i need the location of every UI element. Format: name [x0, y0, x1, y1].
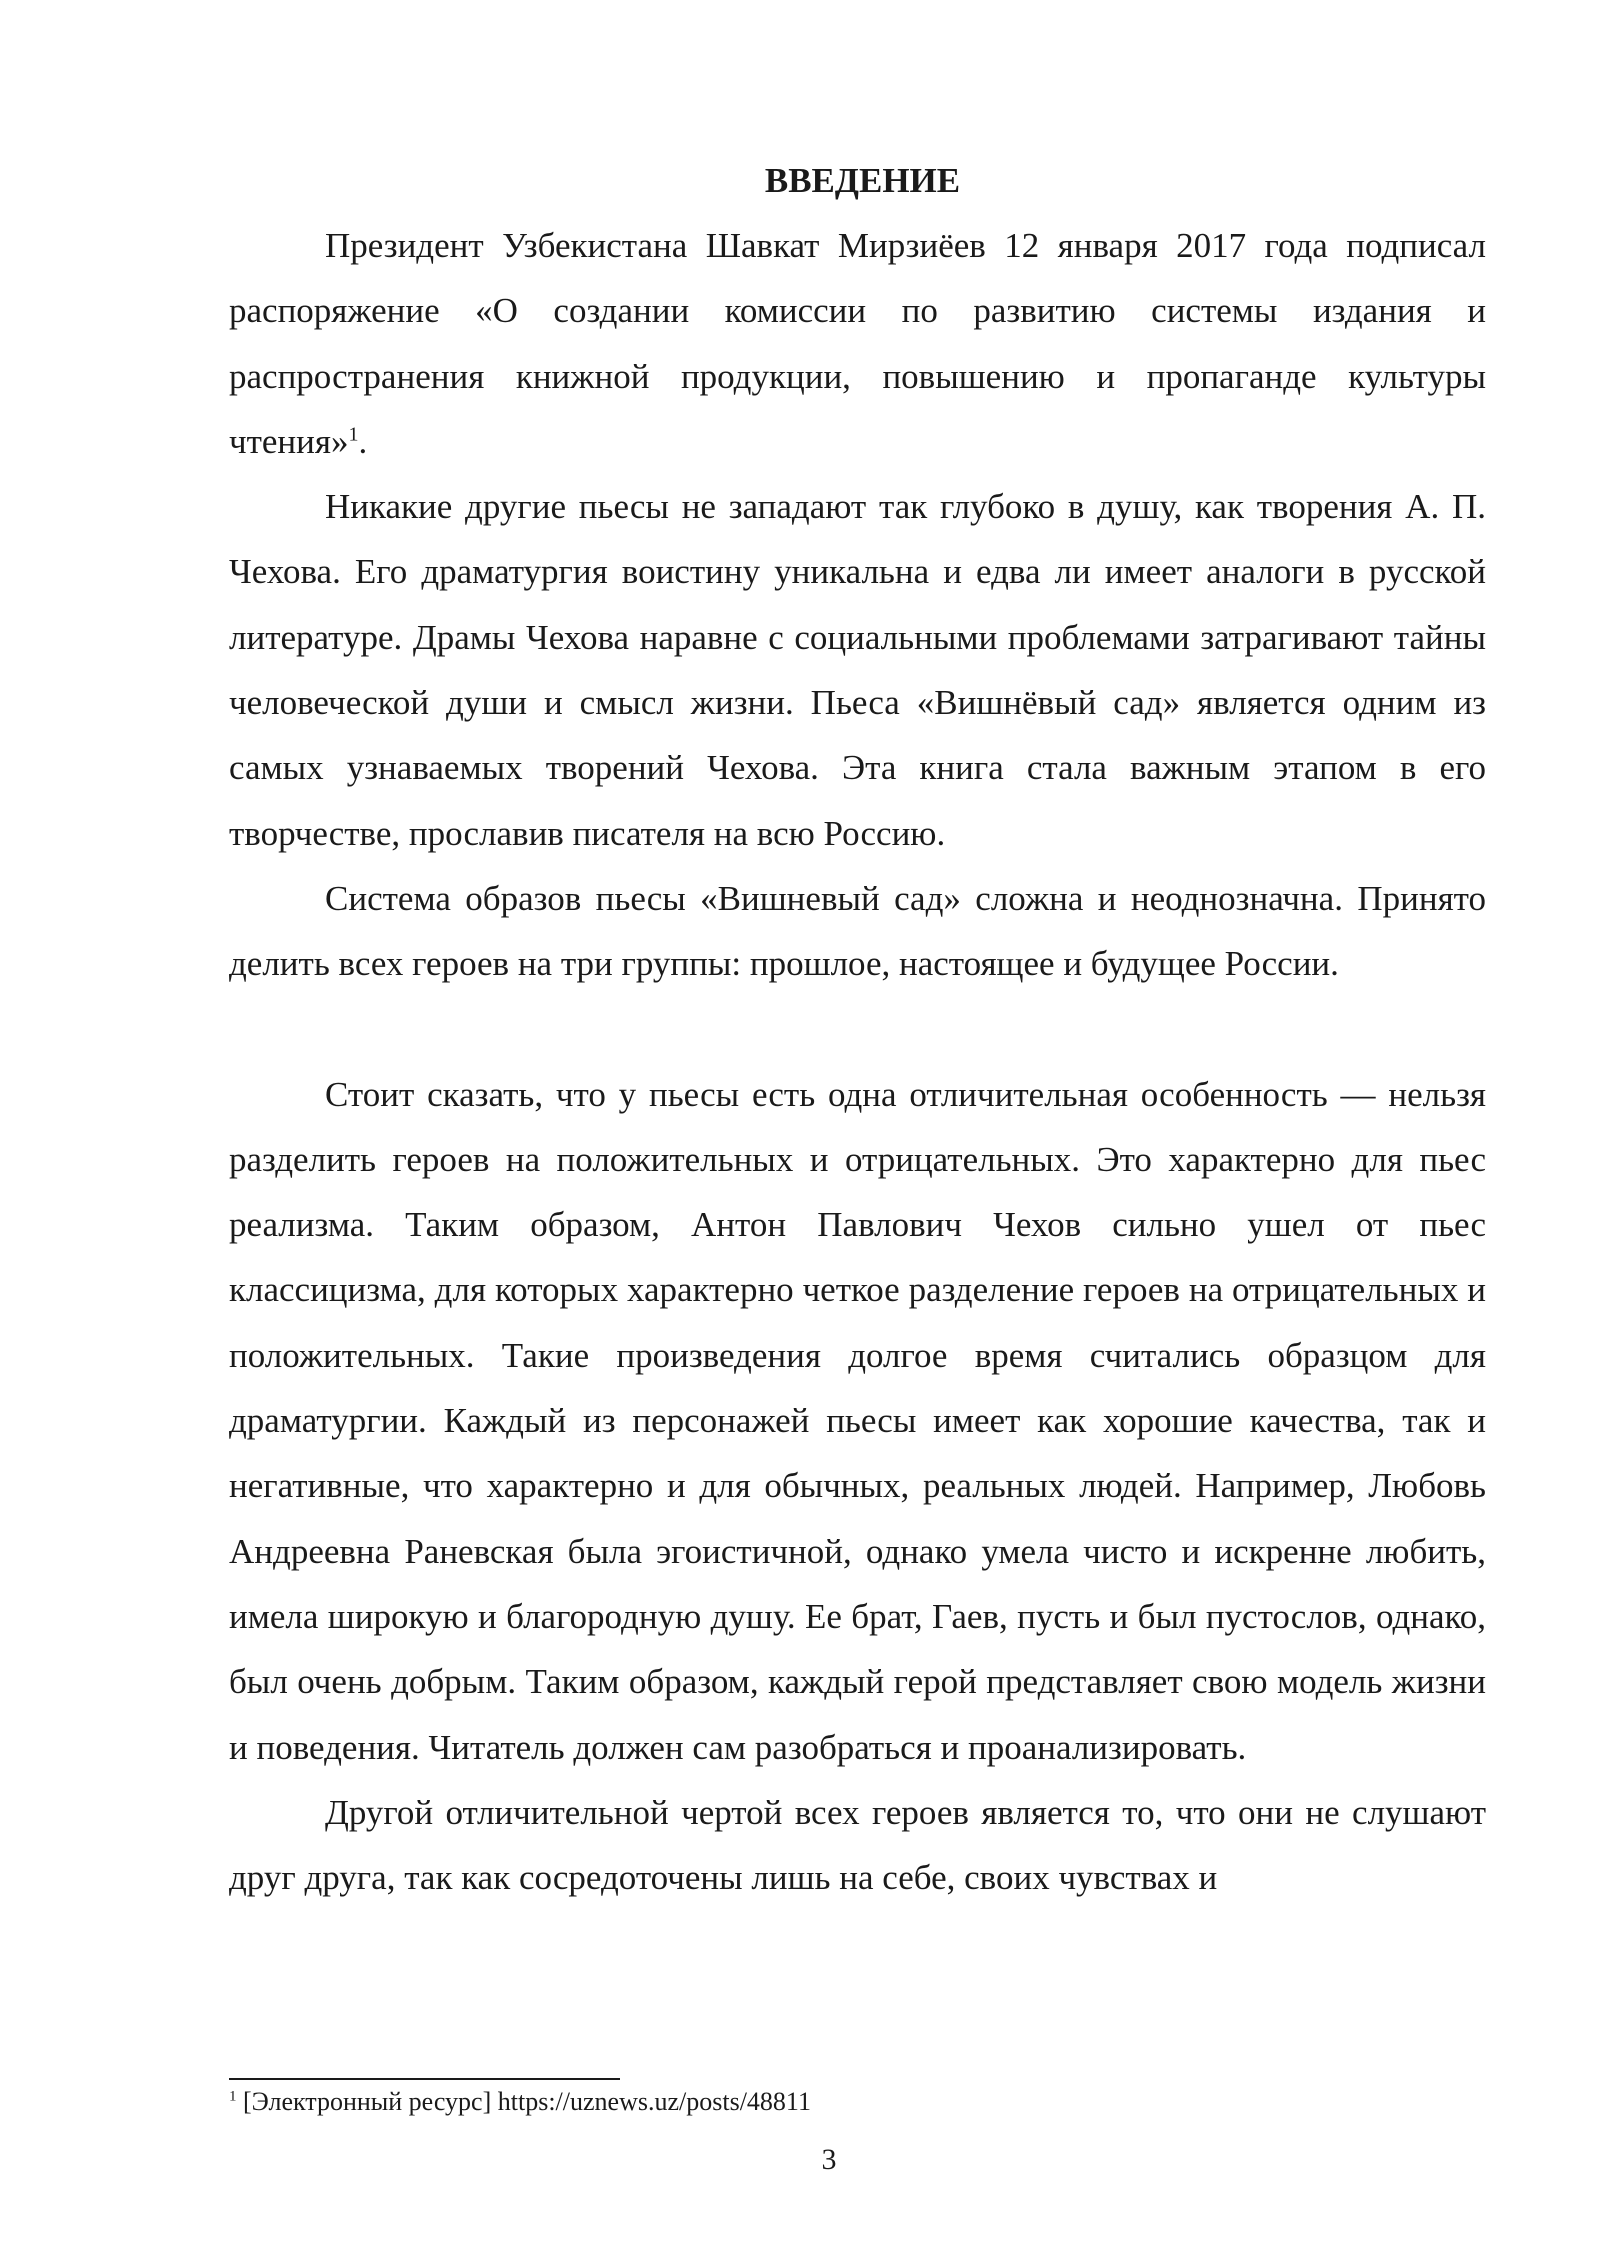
paragraph-spacer	[229, 997, 1486, 1062]
page-number: 3	[821, 2143, 837, 2176]
page-body	[229, 148, 1486, 1910]
footnote-reference[interactable]: 1	[348, 423, 359, 446]
paragraph-3: Система образов пьесы «Вишневый сад» сложна и неоднозначна. Принято делить всех героев на три группы: прошлое, настоящее и будущее России.	[229, 878, 1486, 984]
page-title: ВВЕДЕНИЕ	[764, 161, 961, 200]
footnote-separator	[229, 2078, 620, 2080]
paragraph-5: Другой отличительной чертой всех героев является то, что они не слушают друг друга, так как сосредоточены лишь на себе, своих чувствах и	[229, 1792, 1486, 1898]
paragraph-2: Никакие другие пьесы не западают так глубоко в душу, как творения А. П. Чехова. Его драматургия воистину уникальна и едва ли имеет аналоги в русской литературе. Драмы Чехова наравне с социальными проблемами затрагивают тайны человеческой души и смысл жизни. Пьеса «Вишнёвый сад» является одним из самых узнаваемых творений Чехова. Эта книга стала важным этапом в его творчестве, прославив писателя на всю Россию.	[229, 487, 1486, 853]
paragraph-1	[229, 213, 1486, 474]
footnote-text: [Электронный ресурс] https://uznews.uz/posts/48811	[236, 2087, 811, 2116]
footnote-marker: 1	[229, 2088, 237, 2105]
paragraph-4: Стоит сказать, что у пьесы есть одна отличительная особенность — нельзя разделить героев на положительных и отрицательных. Это характерно для пьес реализма. Таким образом, Антон Павлович Чехов сильно ушел от пьес классицизма, для которых характерно четкое разделение героев на отрицательных и положительных. Такие произведения долгое время считались образцом для драматургии. Каждый из персонажей пьесы имеет как хорошие качества, так и негативные, что характерно и для обычных, реальных людей. Например, Любовь Андреевна Раневская была эгоистичной, однако умела чисто и искренне любить, имела широкую и благородную душу. Ее брат, Гаев, пусть и был пустослов, однако, был очень добрым. Таким образом, каждый герой представляет свою модель жизни и поведения. Читатель должен сам разобраться и проанализировать.	[229, 1074, 1486, 1767]
footnote	[229, 2085, 1486, 2119]
paragraph-1-tail: .	[358, 421, 368, 461]
paragraph-1-text: Президент Узбекистана Шавкат Мирзиёев 12 января 2017 года подписал распоряжение «О создании комиссии по развитию системы издания и распространения книжной продукции, повышению и пропаганде культуры чтения»	[229, 226, 1486, 461]
